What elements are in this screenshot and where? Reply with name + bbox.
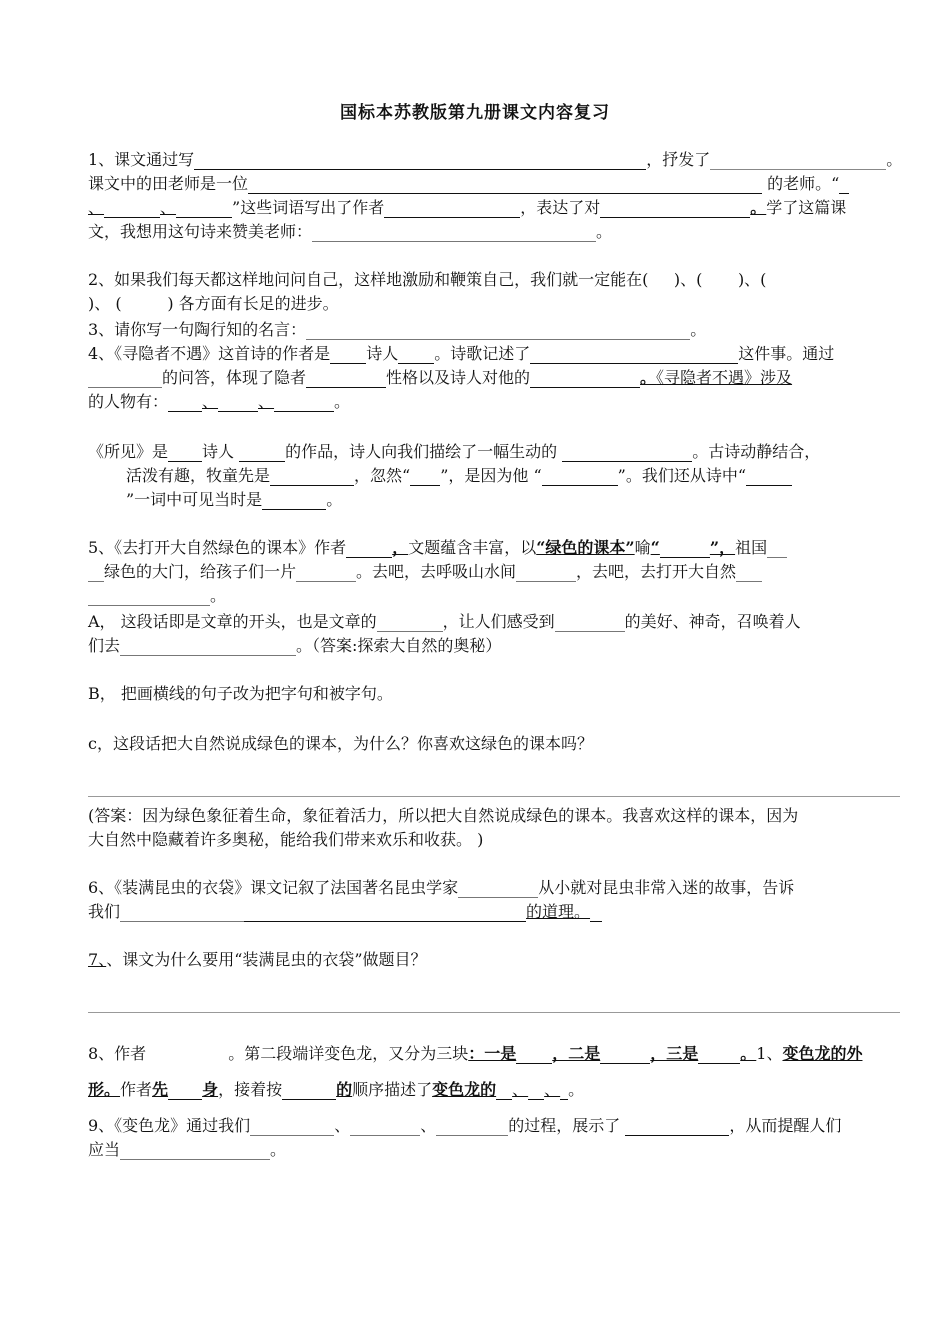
q5-b: B， 把画横线的句子改为把字句和被字句。 bbox=[88, 684, 393, 703]
text: 的人物有： bbox=[88, 392, 169, 411]
text: 1、课文通过写 bbox=[88, 150, 195, 169]
text: 、 bbox=[512, 1080, 529, 1099]
text: ，从而提醒人们 bbox=[729, 1116, 842, 1135]
q5-line3 bbox=[88, 586, 226, 606]
text: 性格以及诗人对他的 bbox=[386, 368, 531, 387]
text: 学了这篇课 bbox=[766, 198, 847, 217]
text: 从小就对昆虫非常入迷的故事，告诉 bbox=[538, 878, 795, 897]
blank bbox=[296, 563, 356, 582]
text: 们去 bbox=[88, 636, 121, 655]
text: ，二是 bbox=[552, 1044, 601, 1063]
q1-line2 bbox=[88, 174, 849, 194]
blank bbox=[194, 151, 646, 170]
text: 。第二段 bbox=[228, 1044, 293, 1063]
text: 喻 bbox=[634, 538, 651, 557]
blank bbox=[168, 1081, 202, 1100]
q9-line2 bbox=[88, 1140, 286, 1160]
q9-line1 bbox=[88, 1116, 841, 1136]
text: 、 bbox=[160, 198, 177, 217]
suojian-line1 bbox=[88, 442, 820, 462]
blank bbox=[516, 563, 576, 582]
text: 文，我想用这句诗来赞美老师： bbox=[88, 222, 313, 241]
blank bbox=[274, 393, 334, 412]
answer-line bbox=[88, 1012, 900, 1013]
blank bbox=[458, 879, 538, 898]
text: “绿色的课本” bbox=[536, 538, 635, 557]
text: 9、《变色龙》通过我们 bbox=[88, 1116, 251, 1135]
q8-line2 bbox=[88, 1080, 584, 1100]
text: 《所见》是 bbox=[88, 442, 169, 461]
blank bbox=[560, 1081, 568, 1100]
text: ，接着按 bbox=[218, 1080, 283, 1099]
blank bbox=[530, 345, 738, 364]
text: 。 bbox=[210, 586, 227, 605]
q5-answer-line1: (答案：因为绿色象征着生命，象征着活力，所以把大自然说成绿色的课本。我喜欢这样的课本，因为 bbox=[88, 806, 799, 825]
text: ”， bbox=[709, 538, 736, 557]
text: ，抒发了 bbox=[646, 150, 711, 169]
q6-line1 bbox=[88, 878, 794, 898]
text: 7、 bbox=[88, 950, 107, 969]
text: 5、《去打开大自然绿色的课本》作者 bbox=[88, 538, 347, 557]
blank bbox=[436, 1117, 508, 1136]
suojian-line3 bbox=[126, 490, 342, 510]
blank bbox=[120, 637, 296, 656]
blank bbox=[530, 369, 640, 388]
text: 、 bbox=[334, 1116, 351, 1135]
text: 身 bbox=[202, 1080, 219, 1099]
text: 、 bbox=[544, 1080, 561, 1099]
text: ， bbox=[392, 538, 409, 557]
blank bbox=[218, 393, 258, 412]
blank bbox=[625, 1117, 729, 1136]
blank bbox=[248, 175, 762, 194]
text: 的过程，展示了 bbox=[508, 1116, 626, 1135]
blank bbox=[120, 903, 244, 922]
text: 文题蕴含丰富，以 bbox=[408, 538, 537, 557]
q4-line3 bbox=[88, 392, 350, 412]
text: 端详变色龙，又分为三块 bbox=[292, 1044, 469, 1063]
blank bbox=[410, 467, 440, 486]
blank bbox=[88, 587, 210, 606]
text: ：一是 bbox=[468, 1044, 517, 1063]
blank bbox=[262, 491, 326, 510]
blank bbox=[516, 1045, 552, 1064]
text: 。 bbox=[690, 320, 707, 339]
text: ，表达了对 bbox=[520, 198, 601, 217]
text: 作者 bbox=[120, 1080, 153, 1099]
q4-line1 bbox=[88, 344, 834, 364]
text: 的作品，诗人向我们描绘了一幅生动的 bbox=[285, 442, 563, 461]
blank bbox=[330, 345, 366, 364]
text: 8、作者 bbox=[88, 1044, 147, 1063]
q5-answer-line2: 大自然中隐藏着许多奥秘，能给我们带来欢乐和收获。 ) bbox=[88, 830, 484, 849]
blank bbox=[528, 1081, 544, 1100]
text: 绿色的大门，给孩子们一片 bbox=[104, 562, 297, 581]
suojian-line2 bbox=[126, 466, 792, 486]
blank bbox=[384, 199, 520, 218]
text: 。 bbox=[326, 490, 343, 509]
text: “ bbox=[650, 538, 660, 557]
text: 应当 bbox=[88, 1140, 121, 1159]
text: 。诗歌记述了 bbox=[434, 344, 531, 363]
blank bbox=[88, 563, 104, 582]
text: ”。我们还从诗中“ bbox=[617, 466, 747, 485]
blank bbox=[346, 539, 392, 558]
blank bbox=[168, 393, 202, 412]
q6-line2 bbox=[88, 902, 602, 922]
text: A， 这段话即是文章的开头，也是文章的 bbox=[88, 612, 377, 631]
text: 。（答案:探索大自然的奥秘） bbox=[296, 636, 502, 655]
text: 的问答，体现了隐者 bbox=[162, 368, 307, 387]
text: ”，是因为他 “ bbox=[440, 466, 542, 485]
q5-line2 bbox=[88, 562, 762, 582]
text: 形。 bbox=[88, 1080, 121, 1099]
q3-line bbox=[88, 320, 706, 340]
blank bbox=[496, 1081, 512, 1100]
text: ，让人们感受到 bbox=[442, 612, 555, 631]
text: 。 bbox=[640, 368, 657, 387]
text: 。 bbox=[270, 1140, 287, 1159]
blank bbox=[377, 613, 443, 632]
text: 4、《寻隐者不遇》这首诗的作者是 bbox=[88, 344, 331, 363]
blank bbox=[600, 199, 750, 218]
text: 、 bbox=[420, 1116, 437, 1135]
blank bbox=[698, 1045, 740, 1064]
text: 祖国 bbox=[735, 538, 768, 557]
q2-line2: )、 ( ) 各方面有长足的进步。 bbox=[88, 294, 339, 313]
blank bbox=[542, 467, 618, 486]
text: ，去吧，去打开大自然 bbox=[576, 562, 737, 581]
blank bbox=[306, 369, 386, 388]
q1-line4 bbox=[88, 222, 612, 242]
text: ，三是 bbox=[650, 1044, 699, 1063]
blank bbox=[660, 539, 710, 558]
text: 我们 bbox=[88, 902, 121, 921]
blank bbox=[104, 199, 160, 218]
blank bbox=[306, 321, 690, 340]
blank bbox=[555, 613, 625, 632]
q5-a-line1 bbox=[88, 612, 801, 632]
q4-line2 bbox=[88, 368, 792, 388]
text: 、 bbox=[258, 392, 275, 411]
q1-line1 bbox=[88, 150, 902, 170]
text: 。 bbox=[334, 392, 351, 411]
blank bbox=[562, 443, 692, 462]
text: 的道理。 bbox=[526, 902, 591, 921]
text: 。古诗动静结合， bbox=[692, 442, 821, 461]
text: 《寻隐者不遇》涉及 bbox=[656, 368, 793, 387]
blank bbox=[168, 443, 202, 462]
text: 1、 bbox=[756, 1044, 783, 1063]
text: 的美好、神奇，召唤着人 bbox=[624, 612, 801, 631]
blank bbox=[244, 903, 526, 922]
text: 、课文为什么要用“装满昆虫的衣袋”做题目？ bbox=[106, 950, 427, 969]
blank bbox=[398, 345, 434, 364]
q8-line1 bbox=[88, 1044, 862, 1064]
text: 先 bbox=[152, 1080, 169, 1099]
text: 。 bbox=[886, 150, 903, 169]
blank bbox=[282, 1081, 336, 1100]
text: 6、《装满昆虫的衣袋》课文记叙了法国著名昆虫学家 bbox=[88, 878, 459, 897]
text: 诗人 bbox=[366, 344, 399, 363]
text: 顺序描述了 bbox=[352, 1080, 433, 1099]
text: 诗人 bbox=[202, 442, 240, 461]
q5-line1 bbox=[88, 538, 787, 558]
text: ，忽然“ bbox=[354, 466, 411, 485]
text: ”一词中可见当时是 bbox=[126, 490, 263, 509]
blank bbox=[590, 903, 602, 922]
text: 。 bbox=[740, 1044, 757, 1063]
blank bbox=[176, 199, 232, 218]
blank bbox=[120, 1141, 270, 1160]
text: 、 bbox=[202, 392, 219, 411]
blank bbox=[710, 151, 886, 170]
q2-line1: 2、如果我们每天都这样地问问自己，这样地激励和鞭策自己，我们就一定能在( )、( )、( bbox=[88, 270, 767, 289]
text: 变色龙的外 bbox=[782, 1044, 863, 1063]
text: 活泼有趣，牧童先是 bbox=[126, 466, 271, 485]
q7-line bbox=[88, 950, 427, 970]
blank bbox=[350, 1117, 420, 1136]
text: 、 bbox=[88, 198, 105, 217]
blank bbox=[839, 175, 849, 194]
blank bbox=[312, 223, 596, 242]
q5-c: c，这段话把大自然说成绿色的课本，为什么？你喜欢这绿色的课本吗？ bbox=[88, 734, 593, 753]
q1-line3 bbox=[88, 198, 846, 218]
blank bbox=[736, 563, 762, 582]
blank bbox=[746, 467, 792, 486]
text: ”这些词语写出了作者 bbox=[232, 198, 385, 217]
blank bbox=[600, 1045, 650, 1064]
text: 的 bbox=[336, 1080, 353, 1099]
blank bbox=[250, 1117, 334, 1136]
text: 变色龙的 bbox=[432, 1080, 497, 1099]
blank bbox=[239, 443, 285, 462]
text: 。 bbox=[596, 222, 613, 241]
text: 。 bbox=[750, 198, 767, 217]
text: 课文中的田老师是一位 bbox=[88, 174, 249, 193]
text: 。去吧，去呼吸山水间 bbox=[356, 562, 517, 581]
text: 这件事。通过 bbox=[738, 344, 835, 363]
answer-line bbox=[88, 796, 900, 797]
text: 3、请你写一句陶行知的名言： bbox=[88, 320, 307, 339]
blank bbox=[767, 539, 787, 558]
text: 的老师。“ bbox=[762, 174, 840, 193]
page-title: 国标本苏教版第九册课文内容复习 bbox=[340, 103, 610, 123]
q5-a-line2 bbox=[88, 636, 501, 656]
text: 。 bbox=[568, 1080, 585, 1099]
blank bbox=[270, 467, 354, 486]
blank bbox=[88, 369, 162, 388]
